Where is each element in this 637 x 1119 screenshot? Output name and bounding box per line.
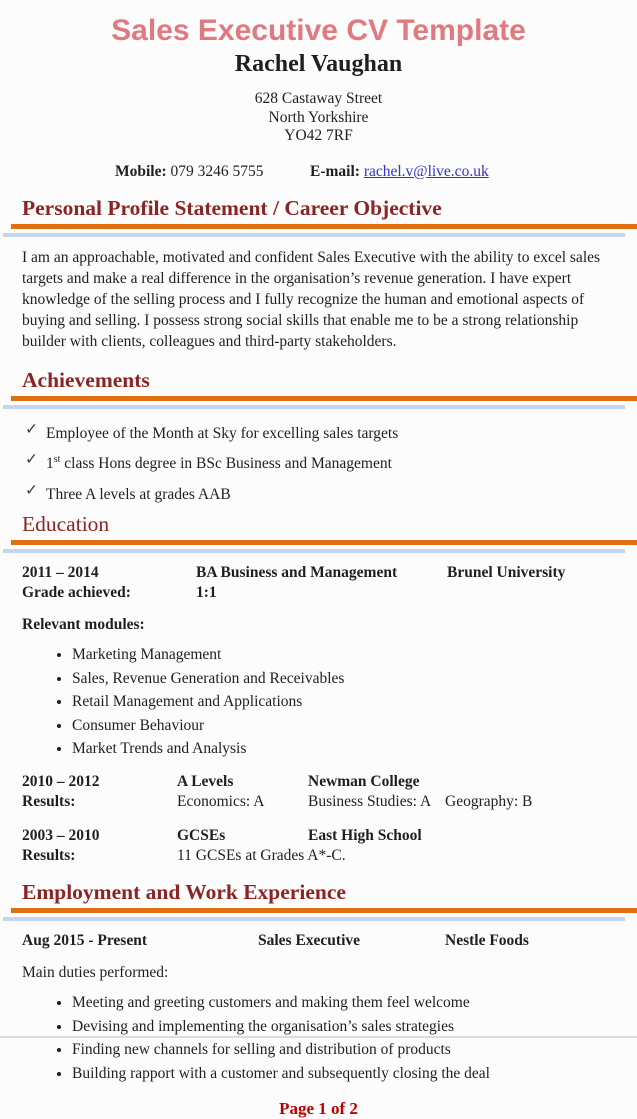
orange-rule	[11, 224, 637, 229]
result-value: Geography: B	[445, 793, 533, 811]
achievement-text: 1st class Hons degree in BSc Business and Management	[46, 454, 392, 473]
employment-company: Nestle Foods	[445, 932, 529, 950]
education-entry-row	[0, 563, 637, 583]
education-entry-row	[0, 826, 637, 846]
module-item: • Marketing Management	[72, 645, 637, 664]
achievements-heading: Achievements	[22, 367, 150, 392]
section-achievements	[0, 367, 637, 409]
education-title: GCSEs	[177, 827, 226, 845]
duty-item: • Meeting and greeting customers and making them feel welcome	[72, 993, 637, 1012]
candidate-name: Rachel Vaughan	[234, 51, 403, 77]
education-period: 2010 – 2012	[22, 773, 100, 791]
achievement-item	[25, 481, 637, 504]
email-entry	[310, 163, 489, 181]
employment-period: Aug 2015 - Present	[22, 932, 147, 950]
orange-rule	[11, 396, 637, 401]
blue-rule	[3, 917, 625, 921]
section-employment	[0, 879, 637, 921]
section-profile	[0, 195, 637, 237]
education-institution: Newman College	[308, 773, 420, 791]
result-value: Business Studies: A	[308, 793, 432, 811]
module-item: • Retail Management and Applications	[72, 692, 637, 711]
grade-label: Grade achieved:	[22, 584, 131, 602]
education-entry-row	[0, 772, 637, 792]
duties-label: Main duties performed:	[22, 964, 169, 982]
section-education	[0, 511, 637, 553]
orange-rule	[11, 540, 637, 545]
duty-item: • Devising and implementing the organisation’s sales strategies	[72, 1017, 637, 1036]
page-number: Page 1 of 2	[279, 1098, 358, 1118]
education-grade-row	[0, 583, 637, 603]
blue-rule	[3, 233, 625, 237]
modules-list	[0, 645, 637, 758]
profile-paragraph: I am an approachable, motivated and confident Sales Executive with the ability to excel sales targets and make a real difference in the organisation’s revenue generation. I have expert knowledge of the selling process and I fully recognize the human and emotional aspects of buying and selling. I possess strong social skills that enable me to be a strong relationship builder with clients, colleagues and third-party stakeholders.	[22, 248, 601, 350]
mobile-label: Mobile:	[115, 162, 167, 180]
achievement-text: Employee of the Month at Sky for excelling sales targets	[46, 424, 399, 442]
cv-page	[0, 14, 637, 1119]
modules-label: Relevant modules:	[22, 616, 145, 634]
achievement-text: Three A levels at grades AAB	[46, 485, 231, 503]
blue-rule	[3, 405, 625, 409]
duty-item: • Finding new channels for selling and distribution of products	[72, 1040, 637, 1059]
mobile-value: 079 3246 5755	[170, 162, 264, 180]
result-value: Economics: A	[177, 793, 265, 811]
education-period: 2003 – 2010	[22, 827, 100, 845]
duty-item: • Building rapport with a customer and subsequently closing the deal	[72, 1064, 637, 1083]
employment-entry-row	[0, 931, 637, 951]
checkmark-icon: ✓	[25, 481, 38, 499]
address-line: YO42 7RF	[284, 127, 353, 144]
profile-heading: Personal Profile Statement / Career Objective	[22, 195, 442, 220]
module-item: • Sales, Revenue Generation and Receivables	[72, 669, 637, 688]
education-title: A Levels	[177, 773, 234, 791]
education-results-row	[0, 792, 637, 812]
module-item: • Market Trends and Analysis	[72, 739, 637, 758]
result-value: 11 GCSEs at Grades A*-C.	[177, 847, 346, 865]
mobile-entry	[115, 163, 264, 181]
address-line: North Yorkshire	[268, 108, 369, 126]
results-label: Results:	[22, 793, 76, 811]
education-institution: East High School	[308, 827, 422, 845]
module-item: • Consumer Behaviour	[72, 716, 637, 735]
email-link[interactable]: rachel.v@live.co.uk	[363, 162, 489, 180]
achievement-item	[25, 450, 637, 473]
achievements-list	[0, 420, 637, 504]
blue-rule	[3, 549, 625, 553]
duties-list	[0, 993, 637, 1083]
employment-heading: Employment and Work Experience	[22, 880, 346, 905]
education-institution: Brunel University	[447, 564, 566, 582]
contact-row	[0, 163, 637, 183]
checkmark-icon: ✓	[25, 420, 38, 438]
page-title: Sales Executive CV Template	[111, 14, 526, 47]
education-results-row	[0, 846, 637, 866]
results-label: Results:	[22, 847, 76, 865]
achievement-item	[25, 420, 637, 443]
orange-rule	[11, 908, 637, 913]
education-title: BA Business and Management	[196, 564, 398, 582]
checkmark-icon: ✓	[25, 451, 38, 469]
address-block	[0, 90, 637, 146]
education-heading: Education	[22, 512, 110, 537]
education-period: 2011 – 2014	[22, 564, 99, 582]
grade-value: 1:1	[196, 584, 217, 602]
address-line: 628 Castaway Street	[254, 90, 383, 107]
employment-title: Sales Executive	[258, 932, 361, 950]
email-label: E-mail:	[310, 162, 360, 180]
